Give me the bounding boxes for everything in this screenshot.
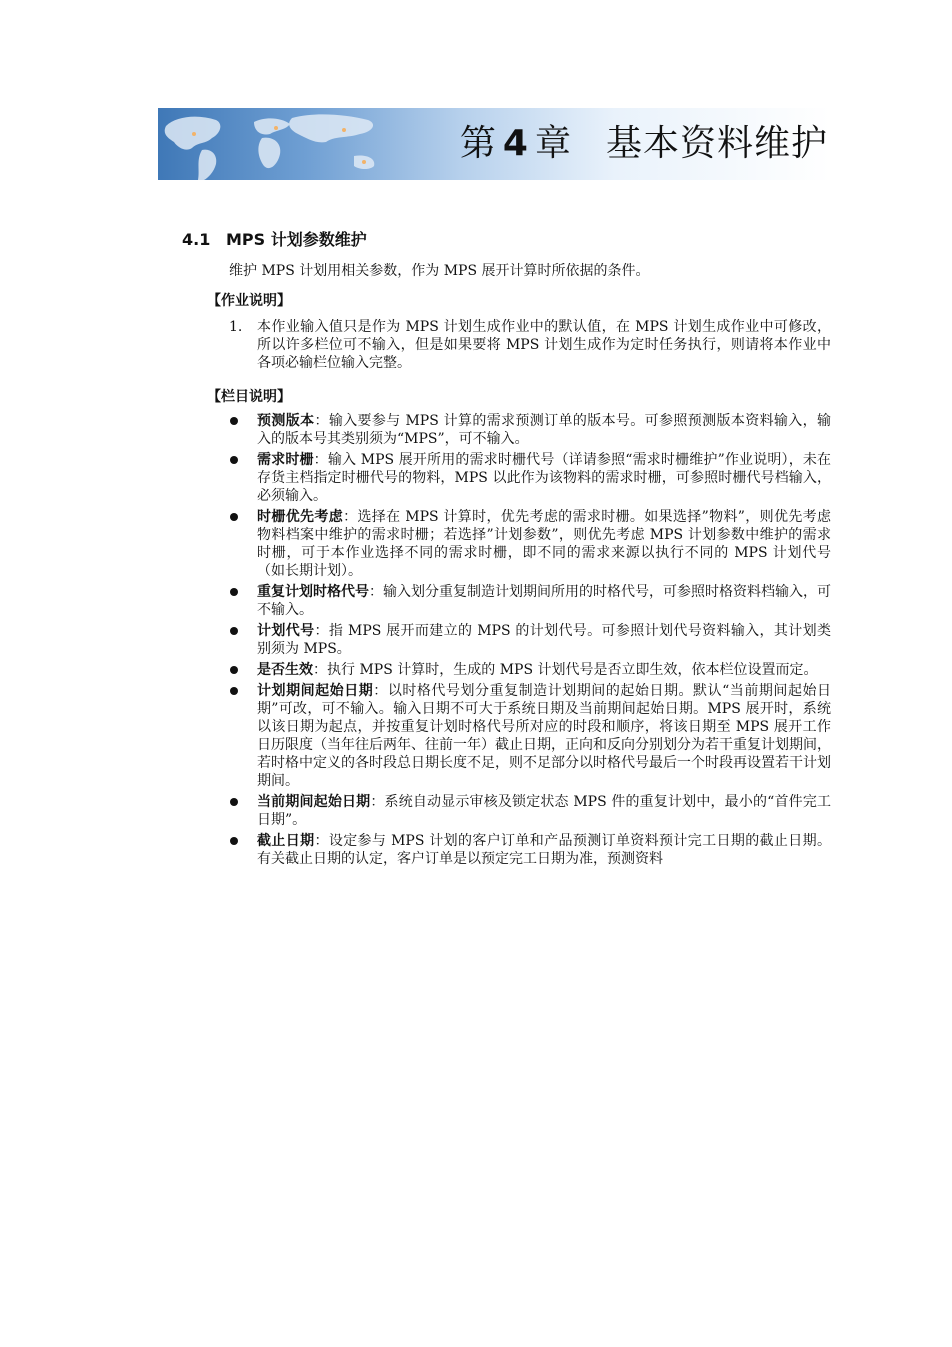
field-sep: ： xyxy=(313,662,327,678)
chapter-title xyxy=(460,122,828,166)
field-desc: 设定参与 MPS 计划的客户订单和产品预测订单资料预计完工日期的截止日期。有关截止日期的认定，客户订单是以预定完工日期为准，预测资料 xyxy=(257,833,832,867)
bullet-icon xyxy=(230,837,238,845)
field-item xyxy=(229,682,831,790)
field-desc: 选择在 MPS 计算时，优先考虑的需求时栅。如果选择”物料”，则优先考虑物料档案中维护的需求时栅；若选择”计划参数”，则优先考虑 MPS 计划参数中维护的需求时栅，可于本作业选择不同的需求时栅，即不同的需求来源以执行不同的 MPS 计划代号（如长期计划）。 xyxy=(257,509,832,579)
bullet-icon xyxy=(230,417,238,425)
field-item xyxy=(229,451,831,505)
field-sep: ： xyxy=(314,623,329,639)
field-desc: 以时格代号划分重复制造计划期间的起始日期。默认“当前期间起始日期”可改，可不输入。输入日期不可大于系统日期及当前期间起始日期。MPS 展开时，系统以该日期为起点，并按重复计划时格代号所对应的时段和顺序，将该日期至 MPS 展开工作日历限度（当年往后两年、往前一年）截止日期，正向和反向分别划分为若干重复计划期间，若时格中定义的各时段总日期长度不足，则不足部分以时格代号最后一个时段再设置若干计划期间。 xyxy=(257,683,832,789)
field-desc: 输入 MPS 展开所用的需求时栅代号（详请参照“需求时栅维护”作业说明），未在存货主档指定时栅代号的物料，MPS 以此作为该物料的需求时栅，可参照时栅代号档输入，必须输入。 xyxy=(257,452,832,504)
field-desc: 执行 MPS 计算时，生成的 MPS 计划代号是否立即生效，依本栏位设置而定。 xyxy=(327,662,818,678)
bullet-icon xyxy=(230,513,238,521)
field-term: 是否生效 xyxy=(257,662,313,678)
field-desc: 输入要参与 MPS 计算的需求预测订单的版本号。可参照预测版本资料输入，输入的版本号其类别须为“MPS”，可不输入。 xyxy=(257,413,832,447)
fields-heading: 【栏目说明】 xyxy=(207,389,291,405)
bullet-icon xyxy=(230,687,238,695)
item-text: 本作业输入值只是作为 MPS 计划生成作业中的默认值，在 MPS 计划生成作业中可修改，所以许多栏位可不输入，但是如果要将 MPS 计划生成作为定时任务执行，则请将本作业中各项必输栏位输入完整。 xyxy=(257,319,831,371)
field-item xyxy=(229,622,831,658)
item-number: 1. xyxy=(229,319,243,335)
field-sep: ： xyxy=(314,413,329,429)
bullet-icon xyxy=(230,588,238,596)
bullet-icon xyxy=(230,666,238,674)
bullet-icon xyxy=(230,798,238,806)
field-list xyxy=(229,412,831,871)
world-map-graphic xyxy=(158,108,418,180)
chapter-suffix: 章 xyxy=(534,123,572,164)
field-sep: ： xyxy=(343,509,358,525)
field-sep: ： xyxy=(370,794,385,810)
operation-item xyxy=(229,318,831,372)
field-term: 计划期间起始日期 xyxy=(257,683,374,699)
operation-heading: 【作业说明】 xyxy=(207,293,291,309)
field-term: 截止日期 xyxy=(257,833,315,849)
field-term: 当前期间起始日期 xyxy=(257,794,371,810)
intro-paragraph: 维护 MPS 计划用相关参数，作为 MPS 展开计算时所依据的条件。 xyxy=(229,263,650,279)
field-sep: ： xyxy=(373,683,388,699)
field-term: 预测版本 xyxy=(257,413,315,429)
field-item xyxy=(229,412,831,448)
field-desc: 指 MPS 展开而建立的 MPS 的计划代号。可参照计划代号资料输入，其计划类别须为 MPS。 xyxy=(257,623,832,657)
chapter-banner xyxy=(158,108,830,180)
field-sep: ： xyxy=(369,584,383,600)
section-heading xyxy=(182,227,367,250)
field-desc: 输入划分重复制造计划期间所用的时格代号，可参照时格资料档输入，可不输入。 xyxy=(257,584,831,618)
field-term: 需求时栅 xyxy=(257,452,314,468)
field-item xyxy=(229,583,831,619)
field-item xyxy=(229,508,831,580)
field-item xyxy=(229,661,831,679)
chapter-number: 4 xyxy=(502,123,529,164)
section-title: MPS 计划参数维护 xyxy=(226,230,367,249)
field-term: 时栅优先考虑 xyxy=(257,509,344,525)
field-item xyxy=(229,793,831,829)
bullet-icon xyxy=(230,627,238,635)
field-term: 计划代号 xyxy=(257,623,315,639)
field-sep: ： xyxy=(313,452,328,468)
chapter-name: 基本资料维护 xyxy=(605,123,828,164)
field-term: 重复计划时格代号 xyxy=(257,584,369,600)
section-number: 4.1 xyxy=(182,230,211,249)
field-desc: 系统自动显示审核及锁定状态 MPS 件的重复计划中，最小的“首件完工日期”。 xyxy=(257,794,832,828)
field-item xyxy=(229,832,831,868)
chapter-prefix: 第 xyxy=(459,123,497,164)
field-sep: ： xyxy=(314,833,329,849)
bullet-icon xyxy=(230,456,238,464)
